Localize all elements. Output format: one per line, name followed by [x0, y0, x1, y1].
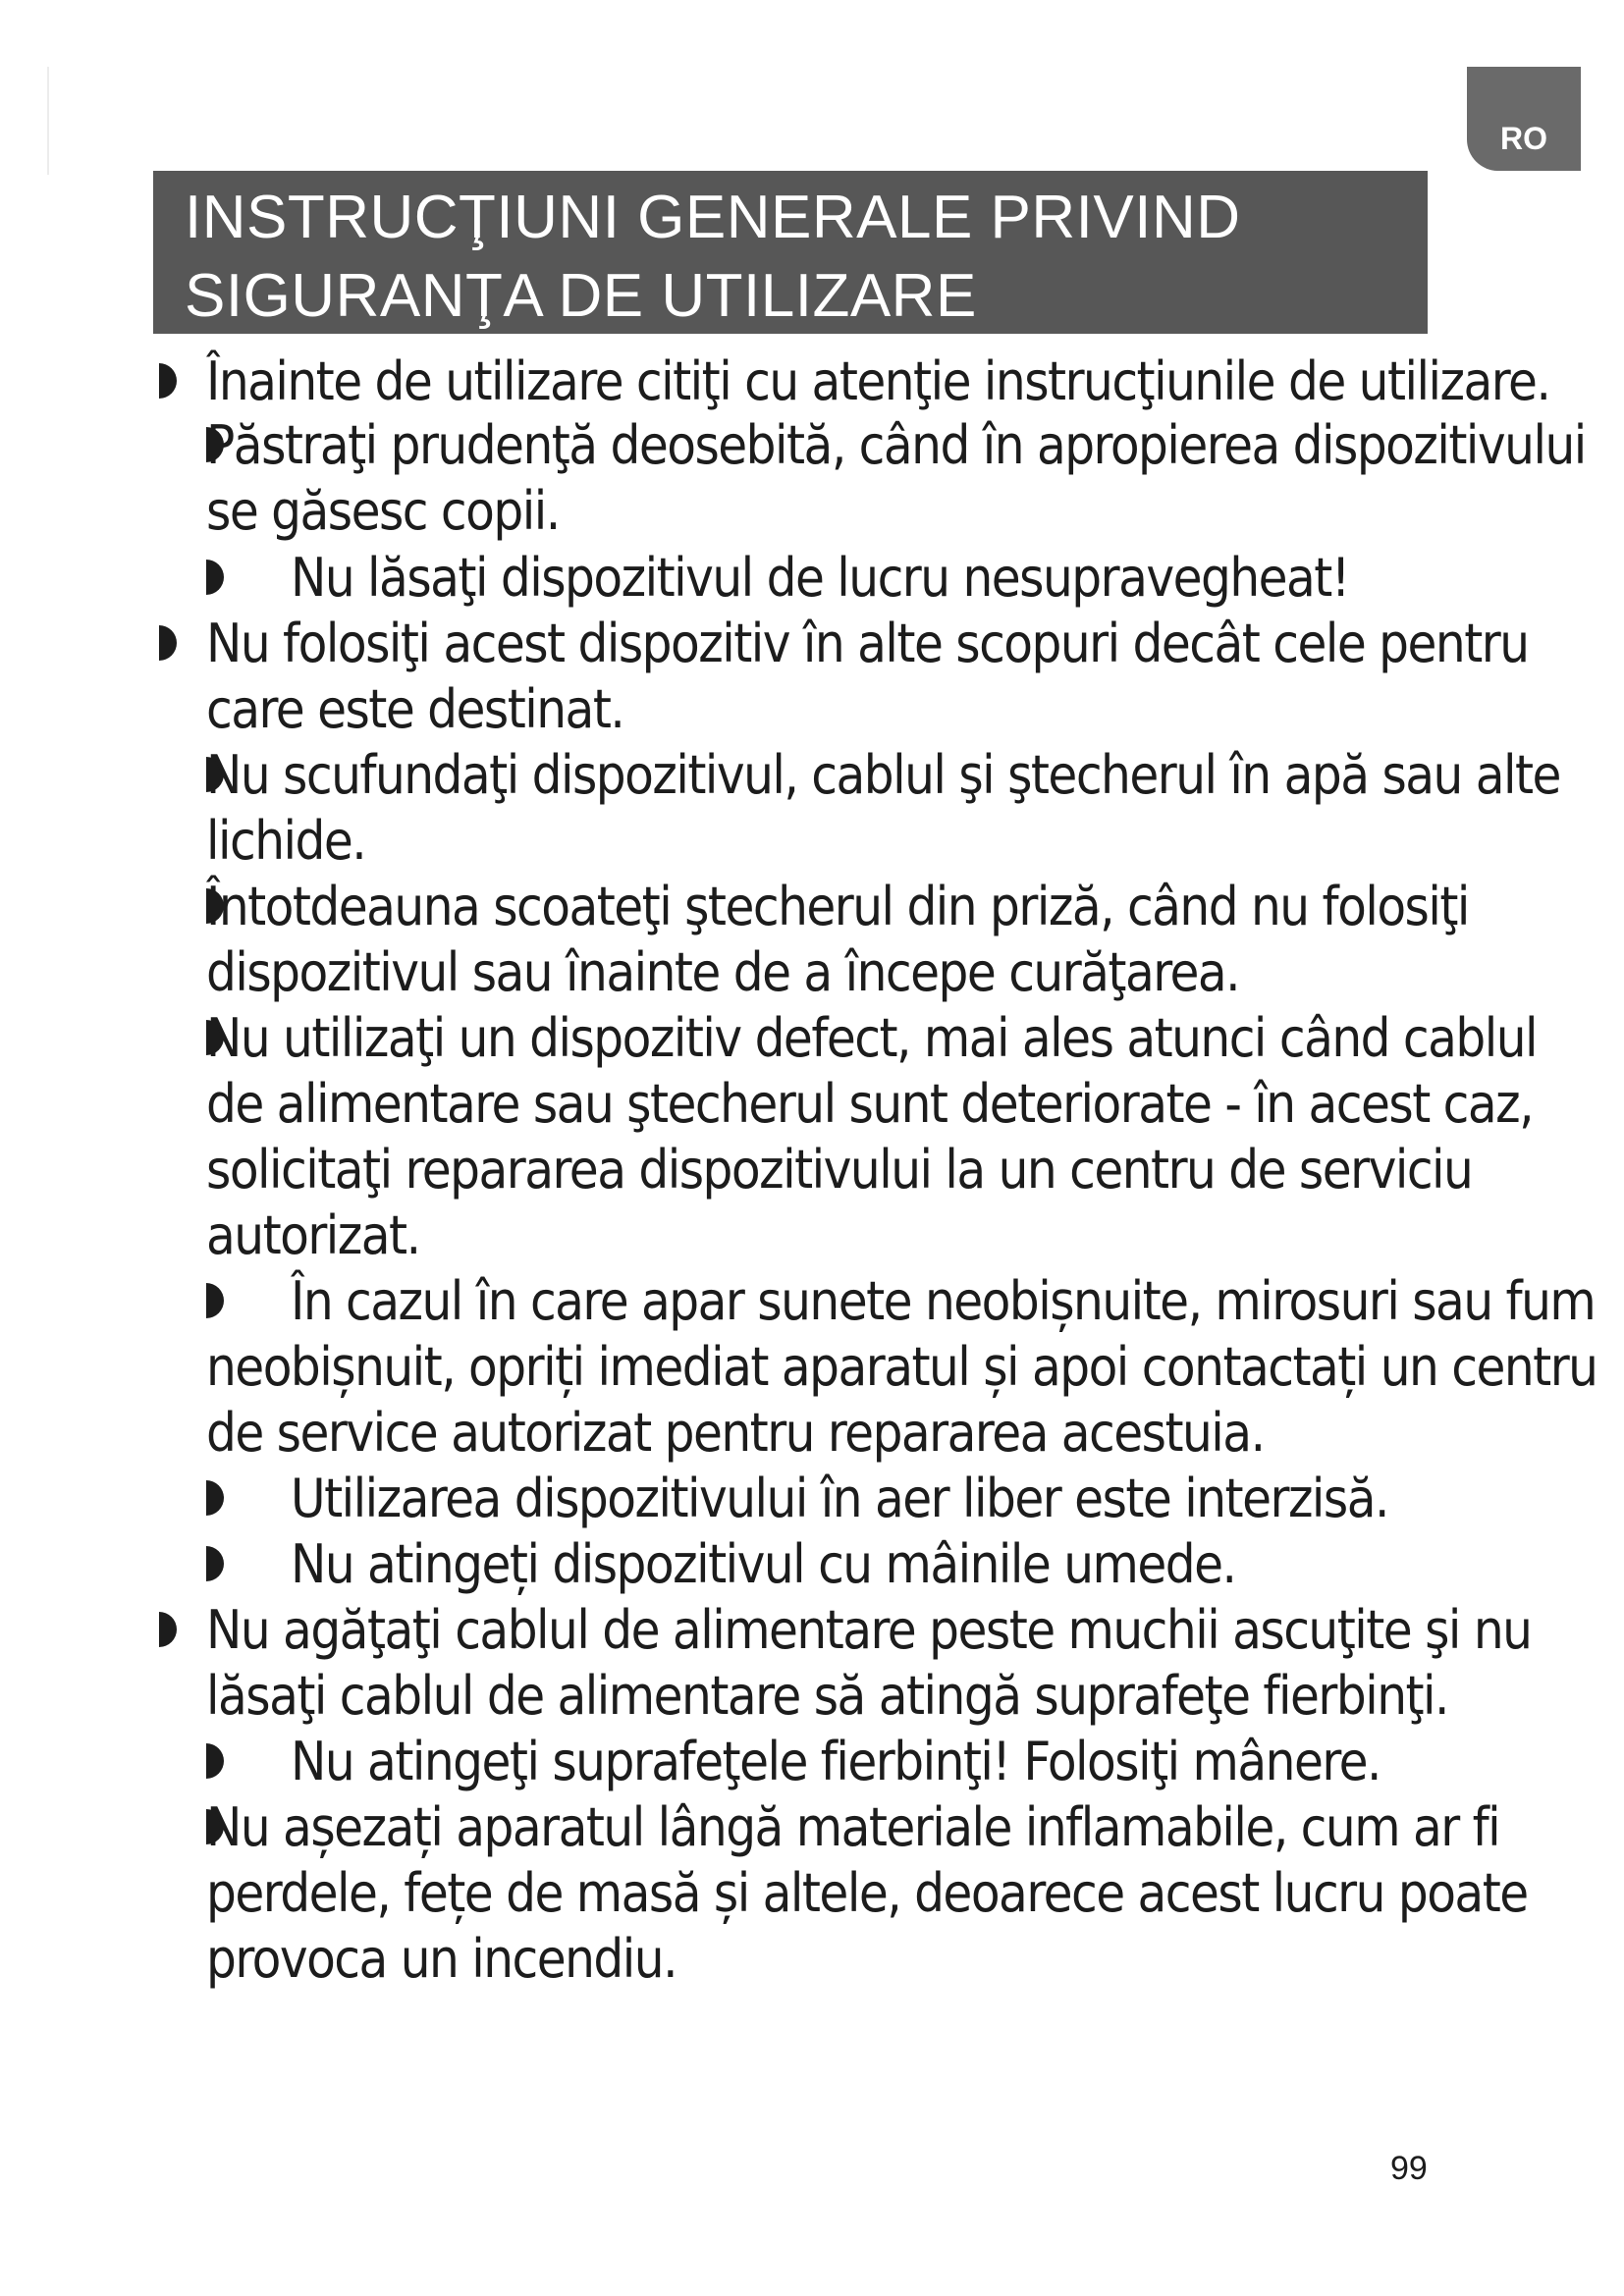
bullet-icon — [206, 1546, 224, 1581]
section-title-line-1: INSTRUCŢIUNI GENERALE PRIVIND — [185, 184, 1241, 251]
safety-item: Nu lăsaţi dispozitivul de lucru nesupravegheat! — [291, 547, 1349, 609]
language-code: RO — [1500, 121, 1547, 156]
safety-item: Nu scufundaţi dispozitivul, cablul şi ştecherul în apă sau alte lichide. — [206, 744, 1560, 872]
safety-item: Nu atingeţi suprafeţele fierbinţi! Folosiţi mânere. — [291, 1731, 1380, 1792]
safety-item: Nu așezați aparatul lângă materiale inflamabile, cum ar fi perdele, fețe de masă și altele, deoarece acest lucru poate provoca un incendiu. — [206, 1796, 1528, 1990]
safety-item: Nu utilizaţi un dispozitiv defect, mai ales atunci când cablul de alimentare sau ştecherul sunt deteriorate - în acest caz, solicitaţi repararea dispozitivului la un centru de serviciu autorizat. — [206, 1007, 1538, 1266]
safety-item: Utilizarea dispozitivului în aer liber este interzisă. — [291, 1468, 1388, 1529]
margin-rule — [47, 67, 49, 175]
safety-item: Nu agăţaţi cablul de alimentare peste muchii ascuţite şi nu lăsaţi cablul de alimentare să atingă suprafeţe fierbinţi. — [206, 1599, 1532, 1727]
bullet-icon — [206, 1480, 224, 1516]
page-number: 99 — [1390, 2150, 1428, 2187]
bullet-icon — [206, 560, 224, 595]
bullet-icon — [159, 1612, 177, 1647]
safety-item: Nu atingeți dispozitivul cu mâinile umede. — [291, 1533, 1236, 1595]
section-title-line-2: SIGURANŢA DE UTILIZARE — [185, 262, 977, 330]
safety-item: Înainte de utilizare citiţi cu atenţie instrucţiunile de utilizare. — [206, 350, 1550, 412]
safety-item: Întotdeauna scoateţi ştecherul din priză, când nu folosiţi dispozitivul sau înainte de a începe curăţarea. — [206, 876, 1469, 1003]
language-tab — [1467, 67, 1581, 171]
safety-item: Nu folosiţi acest dispozitiv în alte scopuri decât cele pentru care este destinat. — [206, 613, 1529, 740]
safety-item: Păstraţi prudenţă deosebită, când în apropierea dispozitivului se găsesc copii. — [206, 414, 1586, 542]
section-title — [153, 171, 1428, 334]
bullet-icon — [159, 363, 177, 399]
bullet-icon — [206, 1743, 224, 1779]
bullet-icon — [159, 625, 177, 661]
safety-item: În cazul în care apar sunete neobișnuite, mirosuri sau fum neobișnuit, opriți imediat aparatul și apoi contactați un centru de service autorizat pentru repararea acestuia. — [206, 1270, 1597, 1464]
